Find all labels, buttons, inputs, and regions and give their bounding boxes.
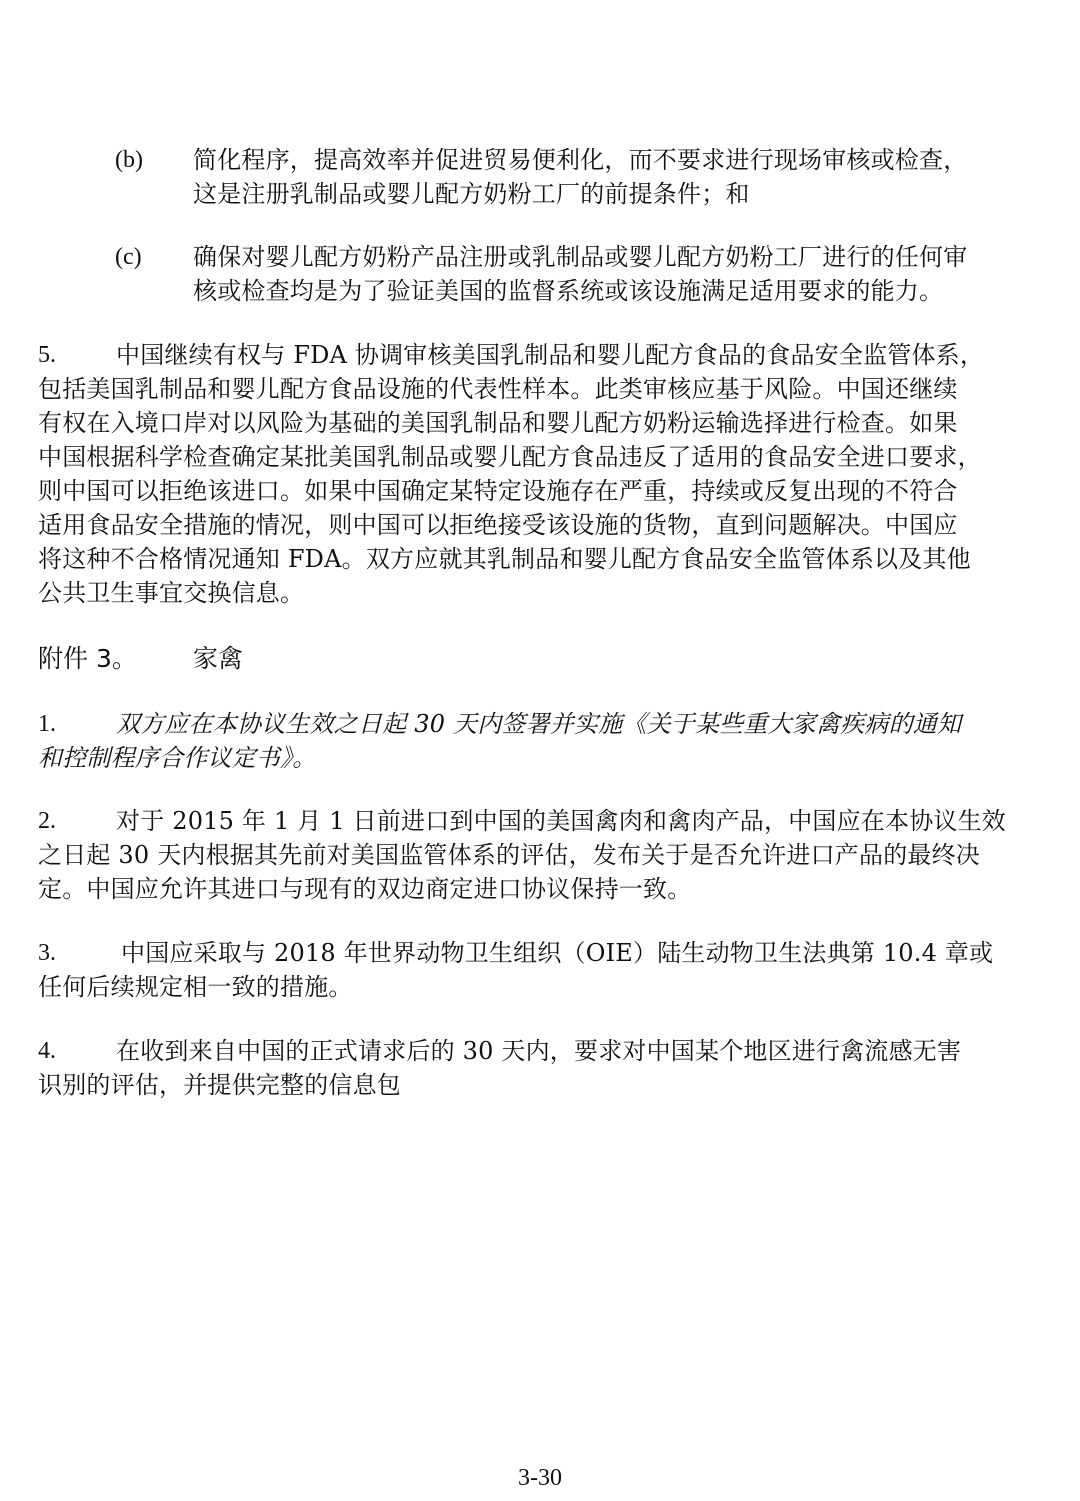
annex-title: 家禽 <box>193 644 244 673</box>
poultry-2-line-3: 定。中国应允许其进口与现有的双边商定进口协议保持一致。 <box>38 875 692 903</box>
para-5-line-3: 有权在入境口岸对以风险为基础的美国乳制品和婴儿配方奶粉运输选择进行检查。如果 <box>38 409 958 437</box>
poultry-2-number: 2. <box>38 808 56 834</box>
poultry-2-line-1: 对于 2015 年 1 月 1 日前进口到中国的美国禽肉和禽肉产品，中国应在本协议生效 <box>116 807 1006 835</box>
para-5-line-2: 包括美国乳制品和婴儿配方食品设施的代表性样本。此类审核应基于风险。中国还继续 <box>38 375 958 403</box>
annex-number: 附件 3。 <box>38 644 137 673</box>
poultry-4-line-2: 识别的评估，并提供完整的信息包 <box>38 1071 401 1099</box>
para-5-line-6: 适用食品安全措施的情况，则中国可以拒绝接受该设施的货物，直到问题解决。中国应 <box>38 511 958 539</box>
para-5-line-4: 中国根据科学检查确定某批美国乳制品或婴儿配方食品违反了适用的食品安全进口要求， <box>38 443 982 471</box>
item-b-line-2: 这是注册乳制品或婴儿配方奶粉工厂的前提条件；和 <box>193 180 750 208</box>
item-b-label: (b) <box>115 147 143 173</box>
poultry-2-line-2: 之日起 30 天内根据其先前对美国监管体系的评估，发布关于是否允许进口产品的最终决 <box>38 841 980 869</box>
poultry-1-line-1: 双方应在本协议生效之日起 30 天内签署并实施《关于某些重大家禽疾病的通知 <box>116 710 962 738</box>
page-number: 3-30 <box>518 1465 562 1491</box>
poultry-3-line-1: 中国应采取与 2018 年世界动物卫生组织（OIE）陆生动物卫生法典第 10.4 章或 <box>121 939 994 967</box>
item-c-label: (c) <box>115 244 142 270</box>
poultry-4-number: 4. <box>38 1038 56 1064</box>
para-5-line-5: 则中国可以拒绝该进口。如果中国确定某特定设施存在严重，持续或反复出现的不符合 <box>38 477 958 505</box>
para-5-number: 5. <box>38 342 56 368</box>
poultry-1-number: 1. <box>38 711 56 737</box>
poultry-3-number: 3. <box>38 940 56 966</box>
para-5-line-1: 中国继续有权与 FDA 协调审核美国乳制品和婴儿配方食品的食品安全监管体系， <box>116 341 985 369</box>
item-c-line-2: 核或检查均是为了验证美国的监督系统或该设施满足适用要求的能力。 <box>193 277 944 305</box>
poultry-4-line-1: 在收到来自中国的正式请求后的 30 天内，要求对中国某个地区进行禽流感无害 <box>116 1037 962 1065</box>
item-b-line-1: 简化程序，提高效率并促进贸易便利化，而不要求进行现场审核或检查， <box>193 146 968 174</box>
poultry-1-line-2: 和控制程序合作议定书》。 <box>38 744 317 772</box>
poultry-3-line-2: 任何后续规定相一致的措施。 <box>38 973 353 1001</box>
para-5-line-8: 公共卫生事宜交换信息。 <box>38 579 305 607</box>
item-c-line-1: 确保对婴儿配方奶粉产品注册或乳制品或婴儿配方奶粉工厂进行的任何审 <box>193 243 968 271</box>
para-5-line-7: 将这种不合格情况通知 FDA。双方应就其乳制品和婴儿配方食品安全监管体系以及其他 <box>38 545 971 573</box>
